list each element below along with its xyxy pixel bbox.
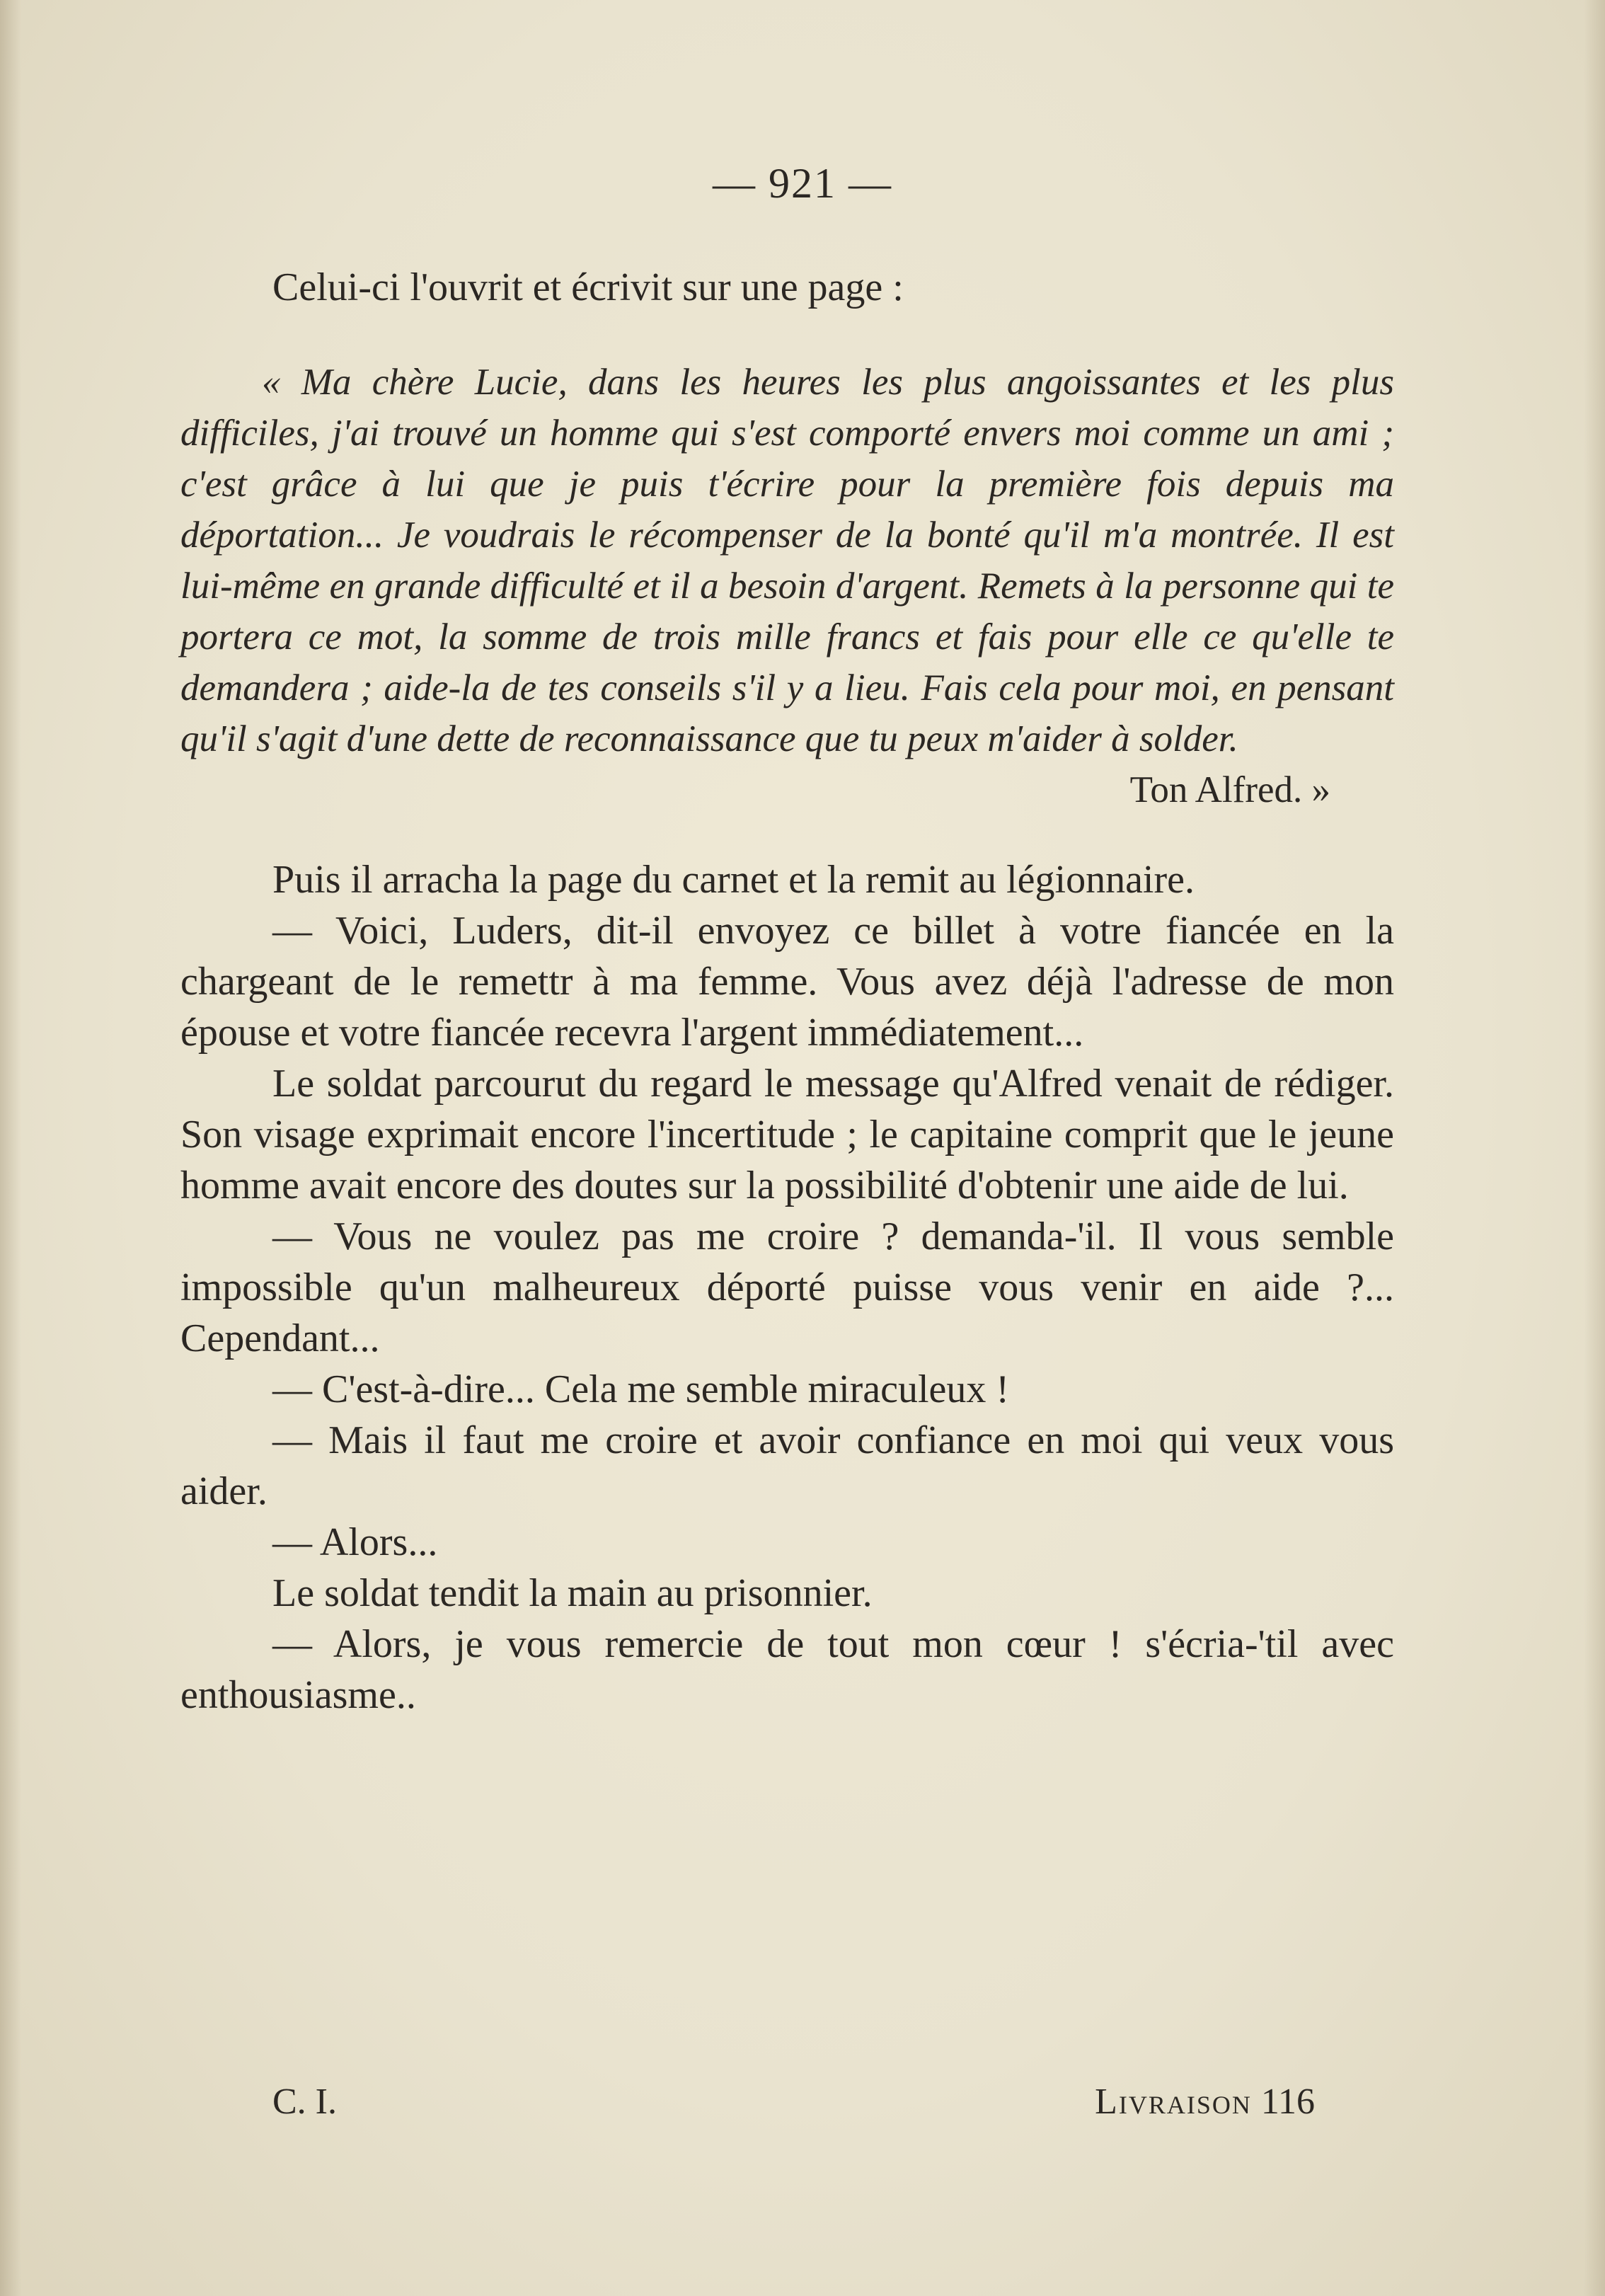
footer-issue (1095, 2081, 1315, 2123)
paragraph: Le soldat parcourut du regard le message qu'Alfred venait de rédiger. Son visage exprimait encore l'incertitude ; le capitaine comprit que le jeune homme avait encore des doutes sur la possibilité d'obtenir une aide de lui. (180, 1062, 1394, 1207)
page-edge-right (1584, 0, 1605, 2296)
footer-issue-number: 116 (1260, 2082, 1315, 2122)
paragraph: — Vous ne voulez pas me croire ? demanda-'il. Il vous semble impossible qu'un malheureux déporté puisse vous venir en aide ?... Cependant... (180, 1215, 1394, 1360)
paragraph: — Mais il faut me croire et avoir confiance en moi qui veux vous aider. (180, 1418, 1394, 1513)
intro-line: Celui-ci l'ouvrit et écrivit sur une page : (272, 265, 904, 309)
body-text (180, 262, 1394, 1721)
paragraph: Puis il arracha la page du carnet et la remit au légionnaire. (272, 858, 1195, 902)
paragraph: — Voici, Luders, dit-il envoyez ce billet à votre fiancée en la chargeant de le remettr à ma femme. Vous avez déjà l'adresse de mon épouse et votre fiancée recevra l'argent immédiatement... (180, 909, 1394, 1055)
page-number: — 921 — (713, 160, 892, 207)
paragraph: — C'est-à-dire... Cela me semble miraculeux ! (272, 1367, 1010, 1411)
paragraph: — Alors... (272, 1520, 438, 1564)
letter-text: « Ma chère Lucie, dans les heures les plus angoissantes et les plus difficiles, j'ai trouvé un homme qui s'est comporté envers moi comme un ami ; c'est grâce à lui que je puis t'écrire pour la première fois depuis ma déportation... Je voudrais le récompenser de la bonté qu'il m'a montrée. Il est lui-même en grande difficulté et il a besoin d'argent. Remets à la personne qui te portera ce mot, la somme de trois mille francs et fais pour elle ce qu'elle te demandera ; aide-la de tes conseils s'il y a lieu. Fais cela pour moi, en pensant qu'il s'agit d'une dette de reconnaissance que tu peux m'aider à solder. (180, 362, 1394, 759)
paragraph: Le soldat tendit la main au prisonnier. (272, 1571, 873, 1615)
paragraph: — Alors, je vous remercie de tout mon cœur ! s'écria-'til avec enthousiasme.. (180, 1622, 1394, 1717)
footer-issue-label: Livraison (1095, 2082, 1252, 2122)
letter-signature: Ton Alfred. » (1129, 769, 1330, 810)
page-edge-left (0, 0, 21, 2296)
footer-volume: C. I. (272, 2082, 337, 2122)
